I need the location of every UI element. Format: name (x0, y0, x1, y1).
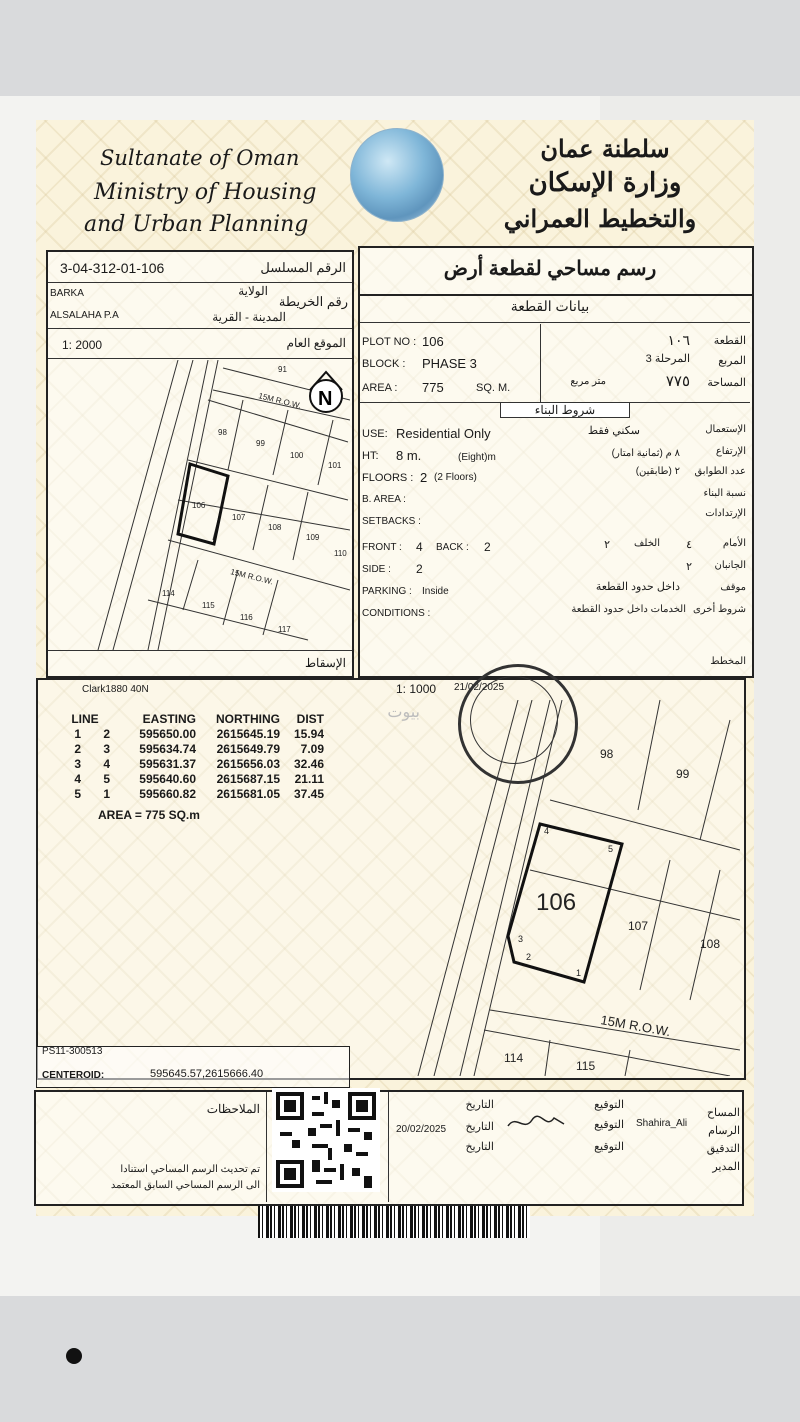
block-label: BLOCK : (362, 358, 406, 370)
side-ar-label: الجانبان (714, 560, 746, 571)
header-en-line3: and Urban Planning (84, 212, 309, 237)
parking-ar: داخل حدود القطعة (595, 581, 680, 593)
village-label: المدينة - القرية (212, 310, 286, 324)
map-plot-label: 91 (278, 365, 287, 374)
side-value: 2 (416, 562, 423, 576)
neighbor-plot-label: 98 (600, 747, 614, 761)
divider (48, 282, 352, 283)
conditions-ar-label: شروط أخرى (692, 604, 746, 615)
divider (48, 328, 352, 329)
location-scale: 1: 2000 (62, 338, 103, 352)
signature-scribble-icon (506, 1112, 566, 1134)
header-en-line2: Ministry of Housing (94, 180, 317, 205)
column-header: NORTHING (216, 712, 280, 726)
side-label: SIDE : (362, 564, 391, 575)
setbacks-ar-label: الإرتدادات (705, 508, 746, 519)
notes-label: الملاحظات (206, 1102, 260, 1116)
note-line-1: تم تحديث الرسم المساحي استنادا (120, 1164, 260, 1175)
drafter-name: Shahira_Ali (636, 1118, 688, 1129)
floors-ar-label: عدد الطوابق (694, 466, 746, 477)
centeroid-value: 595645.57,2615666.40 (150, 1068, 264, 1080)
watermark-text: بيوت (387, 704, 420, 721)
height-value: 8 m. (396, 448, 422, 463)
main-plot-label: 106 (536, 889, 577, 916)
area-unit: SQ. M. (476, 382, 511, 394)
map-plot-label: 108 (268, 523, 282, 532)
date-label: التاريخ (465, 1099, 494, 1111)
projection-label: الإسقاط (304, 656, 346, 670)
neighbor-plot-label: 107 (628, 919, 649, 933)
location-map (48, 360, 350, 650)
signature-role: التدقيق (706, 1143, 740, 1155)
column-header: DIST (296, 712, 324, 726)
plot-no-ar: ١٠٦ (667, 332, 690, 348)
vertex-label: 3 (518, 934, 524, 944)
table-row: 5 1 595660.82 2615681.05 37.45 (74, 787, 324, 801)
vertex-label: 4 (544, 826, 550, 836)
plot-no-value: 106 (422, 334, 444, 349)
map-plot-label: 101 (328, 461, 342, 470)
serial-label: الرقم المسلسل (260, 260, 346, 275)
ps-number: PS11-300513 (42, 1046, 103, 1057)
column-header: EASTING (142, 712, 196, 726)
parking-ar-label: موقف (720, 582, 746, 593)
map-plot-label: 106 (192, 501, 206, 510)
side-ar: ٢ (686, 561, 692, 573)
neighbor-plot-label: 114 (504, 1051, 524, 1065)
datum-label: Clark1880 40N (82, 684, 149, 695)
serial-number: 3-04-312-01-106 (60, 260, 165, 276)
column-header: LINE (71, 712, 99, 726)
north-arrow-icon (310, 372, 342, 412)
area-ar-label: المساحة (707, 377, 746, 389)
table-row: 2 3 595634.74 2615649.79 7.09 (74, 742, 324, 756)
parking-label: PARKING : (362, 586, 412, 597)
document-title: رسم مساحي لقطعة أرض (443, 258, 657, 280)
qr-code-icon (272, 1088, 380, 1192)
plot-no-ar-label: القطعة (713, 335, 746, 347)
signature-role: الرسام (708, 1125, 740, 1137)
map-plot-label: 100 (290, 451, 304, 460)
plot-data-panel (358, 294, 754, 678)
parking-value: Inside (422, 586, 449, 597)
map-plot-label: 117 (278, 625, 291, 634)
road-label: 15M R.O.W. (599, 1012, 672, 1040)
divider (48, 358, 352, 359)
back-value: 2 (484, 540, 491, 554)
header-ar-line1: سلطنة عمان (540, 134, 670, 163)
table-row: 1 2 595650.00 2615645.19 15.94 (74, 727, 324, 741)
ministry-emblem-icon (350, 128, 444, 222)
barcode-icon (258, 1206, 530, 1238)
neighbor-plot-label: 99 (676, 767, 690, 781)
divider (388, 1092, 389, 1202)
note-line-2: الى الرسم المساحي السابق المعتمد (110, 1180, 260, 1191)
divider (540, 324, 541, 402)
conditions-ar: الخدمات داخل حدود القطعة (571, 604, 686, 615)
plan-ar-label: المخطط (710, 656, 746, 667)
back-ar-label: الخلف (634, 538, 660, 549)
divider (48, 650, 352, 651)
signature-label: التوقيع (594, 1141, 624, 1153)
setbacks-label: SETBACKS : (362, 516, 421, 527)
front-ar: ٤ (686, 539, 692, 551)
back-ar: ٢ (604, 539, 610, 551)
wilayat-value: BARKA (50, 288, 84, 299)
back-label: BACK : (436, 542, 469, 553)
neighbor-plot-label: 108 (700, 937, 721, 951)
table-row: 3 4 595631.37 2615656.03 32.46 (74, 757, 324, 771)
date-label: التاريخ (465, 1121, 494, 1133)
block-value: PHASE 3 (422, 356, 477, 371)
use-label: USE: (362, 428, 388, 440)
map-plot-label: 114 (162, 589, 175, 598)
plot-no-label: PLOT NO : (362, 336, 417, 348)
date-label: التاريخ (465, 1141, 494, 1153)
front-value: 4 (416, 540, 423, 554)
signature-label: التوقيع (594, 1119, 624, 1131)
floors-label: FLOORS : (362, 472, 414, 484)
building-conditions-title: شروط البناء (500, 402, 630, 418)
map-road-label: 15M R.O.W. (229, 567, 274, 587)
use-ar-label: الإستعمال (705, 424, 746, 435)
centeroid-label: CENTEROID: (42, 1070, 105, 1081)
signature-role: المساح (706, 1107, 740, 1119)
front-ar-label: الأمام (722, 538, 746, 549)
map-plot-label: 116 (240, 613, 253, 622)
area-label: AREA : (362, 382, 398, 394)
height-ar: ٨ م (ثمانية امتار) (611, 448, 680, 459)
survey-scale: 1: 1000 (396, 682, 437, 696)
map-plot-label: 99 (256, 439, 265, 448)
table-header-row (56, 712, 328, 727)
vertex-label: 1 (576, 968, 582, 978)
building-area-label: B. AREA : (362, 494, 406, 505)
floors-ar: ٢ (طابقين) (635, 466, 680, 477)
drafter-date: 20/02/2025 (396, 1124, 447, 1135)
vertex-label: 5 (608, 844, 614, 854)
height-ar-label: الإرتفاع (715, 446, 746, 457)
area-ar: ٧٧٥ (665, 373, 690, 390)
height-words: (Eight)m (458, 452, 496, 463)
header-ar-line2: وزارة الإسكان (528, 168, 682, 198)
header-en-line1: Sultanate of Oman (100, 146, 300, 170)
date-stamp: 21/02/2025 (454, 682, 505, 693)
height-label: HT: (362, 450, 379, 462)
area-value: 775 (422, 380, 444, 395)
plot-detail-map (400, 700, 740, 1076)
location-label: الموقع العام (286, 336, 346, 350)
north-label: N (318, 388, 333, 410)
coordinates-table (56, 712, 328, 802)
area-summary: AREA = 775 SQ.m (98, 808, 200, 822)
block-ar: المرحلة 3 (645, 353, 690, 365)
front-label: FRONT : (362, 542, 402, 553)
wilayat-label: الولاية (238, 284, 268, 298)
signature-role: المدير (712, 1161, 740, 1173)
plot-data-title: بيانات القطعة (510, 298, 590, 314)
header-ar-line3: والتخطيط العمراني (503, 204, 697, 233)
map-road-label: 15M R.O.W. (257, 391, 302, 411)
building-area-ar-label: نسبة البناء (703, 488, 746, 499)
vertex-label: 2 (526, 952, 532, 962)
floors-value: 2 (420, 470, 428, 485)
map-plot-label: 115 (202, 601, 215, 610)
map-plot-label: 98 (218, 428, 227, 437)
conditions-label: CONDITIONS : (362, 608, 431, 619)
use-ar: سكني فقط (587, 425, 640, 437)
map-number-label: رقم الخريطة (278, 294, 348, 309)
map-plot-label: 110 (334, 549, 347, 558)
area-ar-unit: متر مربع (570, 376, 606, 387)
block-ar-label: المربع (718, 355, 746, 367)
divider (266, 1092, 267, 1202)
hole-punch-icon (66, 1348, 82, 1364)
table-row: 4 5 595640.60 2615687.15 21.11 (74, 772, 324, 786)
village-value: ALSALAHA P.A (50, 310, 119, 321)
floors-words: (2 Floors) (434, 472, 477, 483)
use-value: Residential Only (396, 426, 491, 441)
map-plot-label: 107 (232, 513, 246, 522)
signature-label: التوقيع (594, 1099, 624, 1111)
map-plot-label: 109 (306, 533, 320, 542)
neighbor-plot-label: 115 (576, 1059, 596, 1073)
divider (360, 322, 750, 323)
